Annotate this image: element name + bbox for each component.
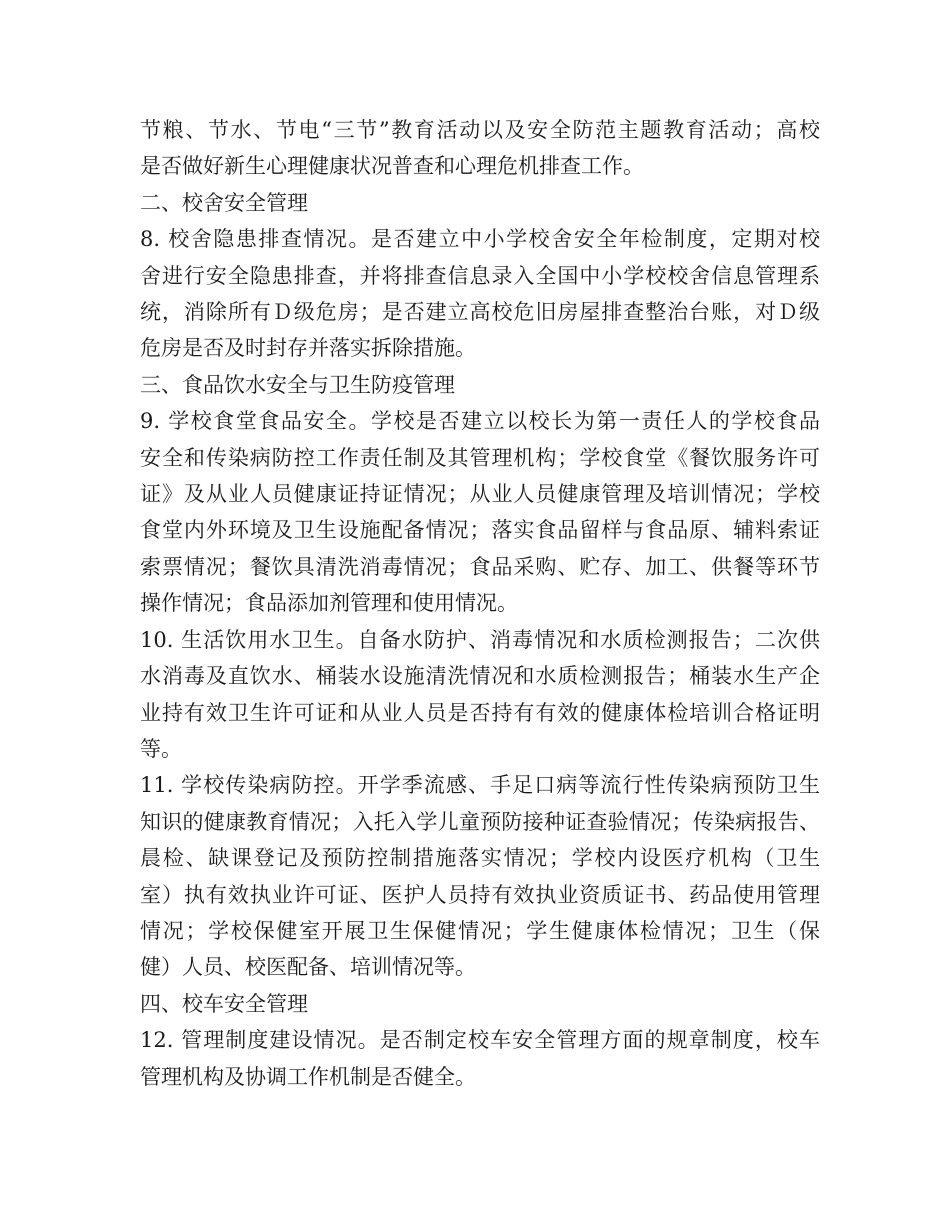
text-line: 安全和传染病防控工作责任制及其管理机构；学校食堂《餐饮服务许可: [140, 445, 820, 470]
text-line: 健）人员、校医配备、培训情况等。: [140, 955, 476, 980]
text-line: 等。: [140, 736, 182, 761]
text-line: 三、食品饮水安全与卫生防疫管理: [140, 372, 455, 397]
text-line: 业持有效卫生许可证和从业人员是否持有有效的健康体检培训合格证明: [140, 700, 820, 725]
text-line: 9. 学校食堂食品安全。学校是否建立以校长为第一责任人的学校食品: [140, 409, 820, 434]
text-line: 危房是否及时封存并落实拆除措施。: [140, 336, 476, 361]
paragraph: [140, 767, 820, 985]
text-line: 二、校舍安全管理: [140, 190, 308, 215]
text-line: 8. 校舍隐患排查情况。是否建立中小学校舍安全年检制度，定期对校: [140, 227, 820, 252]
section-heading: [140, 367, 820, 403]
document-body: [140, 112, 820, 1095]
text-line: 证》及从业人员健康证持证情况；从业人员健康管理及培训情况；学校: [140, 482, 820, 507]
text-line: 食堂内外环境及卫生设施配备情况；落实食品留样与食品原、辅料索证: [140, 518, 820, 543]
text-line: 节粮、节水、节电“三节”教育活动以及安全防范主题教育活动；高校: [140, 118, 820, 142]
paragraph: [140, 112, 820, 185]
text-line: 11. 学校传染病防控。开学季流感、手足口病等流行性传染病预防卫生: [140, 773, 820, 798]
paragraph: [140, 1022, 820, 1095]
text-line: 12. 管理制度建设情况。是否制定校车安全管理方面的规章制度，校车: [140, 1028, 820, 1053]
text-line: 10. 生活饮用水卫生。自备水防护、消毒情况和水质检测报告；二次供: [140, 627, 820, 652]
text-line: 索票情况；餐饮具清洗消毒情况；食品采购、贮存、加工、供餐等环节: [140, 554, 820, 579]
text-line: 是否做好新生心理健康状况普查和心理危机排查工作。: [140, 154, 644, 179]
paragraph: [140, 622, 820, 768]
text-line: 四、校车安全管理: [140, 991, 308, 1016]
text-line: 晨检、缺课登记及预防控制措施落实情况；学校内设医疗机构（卫生: [140, 846, 820, 871]
section-heading: [140, 986, 820, 1022]
paragraph: [140, 403, 820, 621]
text-line: 统，消除所有Ｄ级危房；是否建立高校危旧房屋排查整治台账，对Ｄ级: [140, 300, 820, 325]
text-line: 水消毒及直饮水、桶装水设施清洗情况和水质检测报告；桶装水生产企: [140, 664, 820, 689]
paragraph: [140, 221, 820, 367]
text-line: 情况；学校保健室开展卫生保健情况；学生健康体检情况；卫生（保: [140, 918, 820, 943]
text-line: 操作情况；食品添加剂管理和使用情况。: [140, 591, 518, 616]
text-line: 知识的健康教育情况；入托入学儿童预防接种证查验情况；传染病报告、: [140, 809, 820, 834]
section-heading: [140, 185, 820, 221]
text-line: 管理机构及协调工作机制是否健全。: [140, 1064, 476, 1089]
text-line: 舍进行安全隐患排查，并将排查信息录入全国中小学校校舍信息管理系: [140, 263, 820, 288]
text-line: 室）执有效执业许可证、医护人员持有效执业资质证书、药品使用管理: [140, 882, 820, 907]
